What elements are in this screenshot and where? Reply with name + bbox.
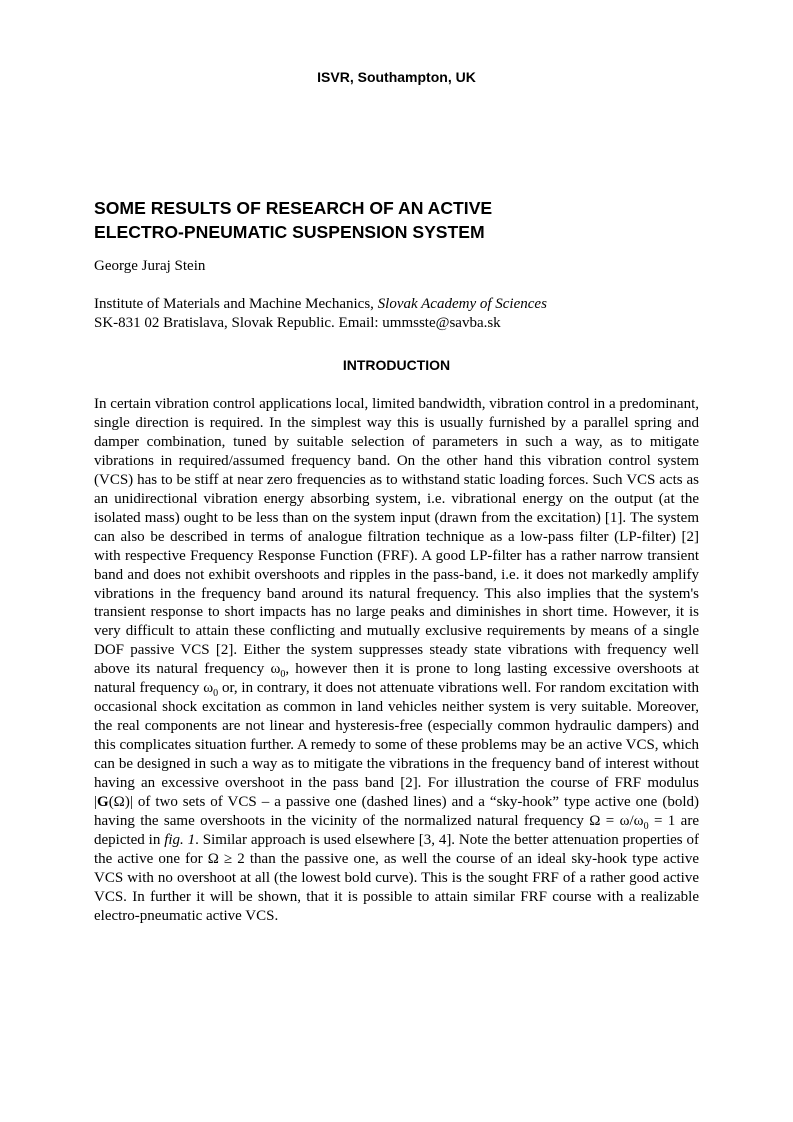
text-segment: In certain vibration control applications local, limited bandwidth, vibration control in a predominant, single direction is required. In the simplest way this is usually furnished by a parallel spring and damper combination, tuned by suitable selection of parameters in such a way, as to mitigate vibrations in required/assumed frequency band. On the other hand this vibration control system (VCS) has to be stiff at near zero frequencies as to withstand static loading forces. Such VCS acts as an unidirectional vibration energy absorbing system, i.e. vibrational energy on the output (at the isolated mass) ought to be less than on the system input (drawn from the excitation) [1]. The system can also be described in terms of analogue filtration technique as a low-pass filter (LP-filter) [2] with respective Frequency Response Function (FRF). A good LP-filter has a rather narrow transient band and does not exhibit overshoots and ripples in the pass-band, i.e. it does not markedly amplify vibrations in the frequency band around its natural frequency. This also implies that the system's transient response to short impacts has no large peaks and diminishes in short time. However, it is very difficult to attain these conflicting and mutually exclusive requirements by means of a single DOF passive VCS [2]. Either the system suppresses steady state vibrations with frequency well above its natural frequency ω: [94, 396, 699, 678]
subscript: 0: [213, 688, 219, 700]
title-line-1: SOME RESULTS OF RESEARCH OF AN ACTIVE: [94, 198, 493, 218]
paper-title: [94, 196, 714, 244]
institute-line: [94, 295, 704, 314]
institute-name: Institute of Materials and Machine Mechanics,: [94, 296, 378, 312]
text-segment: (Ω)| of two sets of VCS – a passive one (dashed lines) and a “sky-hook” type active one (bold) having the same overshoots in the vicinity of the normalized natural frequency Ω = ω/ω: [94, 794, 699, 829]
subscript: 0: [643, 820, 649, 832]
text-segment: or, in contrary, it does not attenuate vibrations well. For random excitation with occasional shock excitation as common in land vehicles neither system is very suitable. Moreover, the real components are not linear and hysteresis-free (especially common hydraulic dampers) and this complicates situation further. A remedy to some of these problems may be an active VCS, which can be designed in such a way as to mitigate the vibrations in the frequency band of interest without having an excessive overshoot in the pass band [2]. For illustration the course of FRF modulus |: [94, 680, 699, 811]
figure-reference: fig. 1: [164, 831, 196, 848]
section-heading: INTRODUCTION: [342, 357, 451, 373]
text-segment: , however then it is prone to long lasting excessive overshoots at natural frequency ω: [94, 661, 699, 697]
conference-header: ISVR, Southampton, UK: [317, 69, 476, 85]
address-line: SK-831 02 Bratislava, Slovak Republic. Email: ummsste@savba.sk: [94, 315, 501, 331]
text-segment: . Similar approach is used elsewhere [3, 4]. Note the better attenuation properties of the active one for Ω ≥ 2 than the passive one, as well the course of an ideal sky-hook type active VCS with no overshoot at all (the lowest bold curve). This is the sought FRF of a rather good active VCS. In further it will be shown, that it is possible to attain similar FRF course with a realizable electro-pneumatic active VCS.: [94, 831, 699, 924]
frf-symbol: G: [97, 794, 109, 811]
author-name: George Juraj Stein: [94, 258, 206, 274]
subscript: 0: [280, 669, 286, 681]
text-segment: = 1 are depicted in: [94, 812, 699, 848]
title-line-2: ELECTRO-PNEUMATIC SUSPENSION SYSTEM: [94, 222, 485, 242]
author-affiliation: [94, 295, 704, 333]
introduction-paragraph: [94, 395, 699, 926]
academy-name: Slovak Academy of Sciences: [377, 296, 547, 312]
